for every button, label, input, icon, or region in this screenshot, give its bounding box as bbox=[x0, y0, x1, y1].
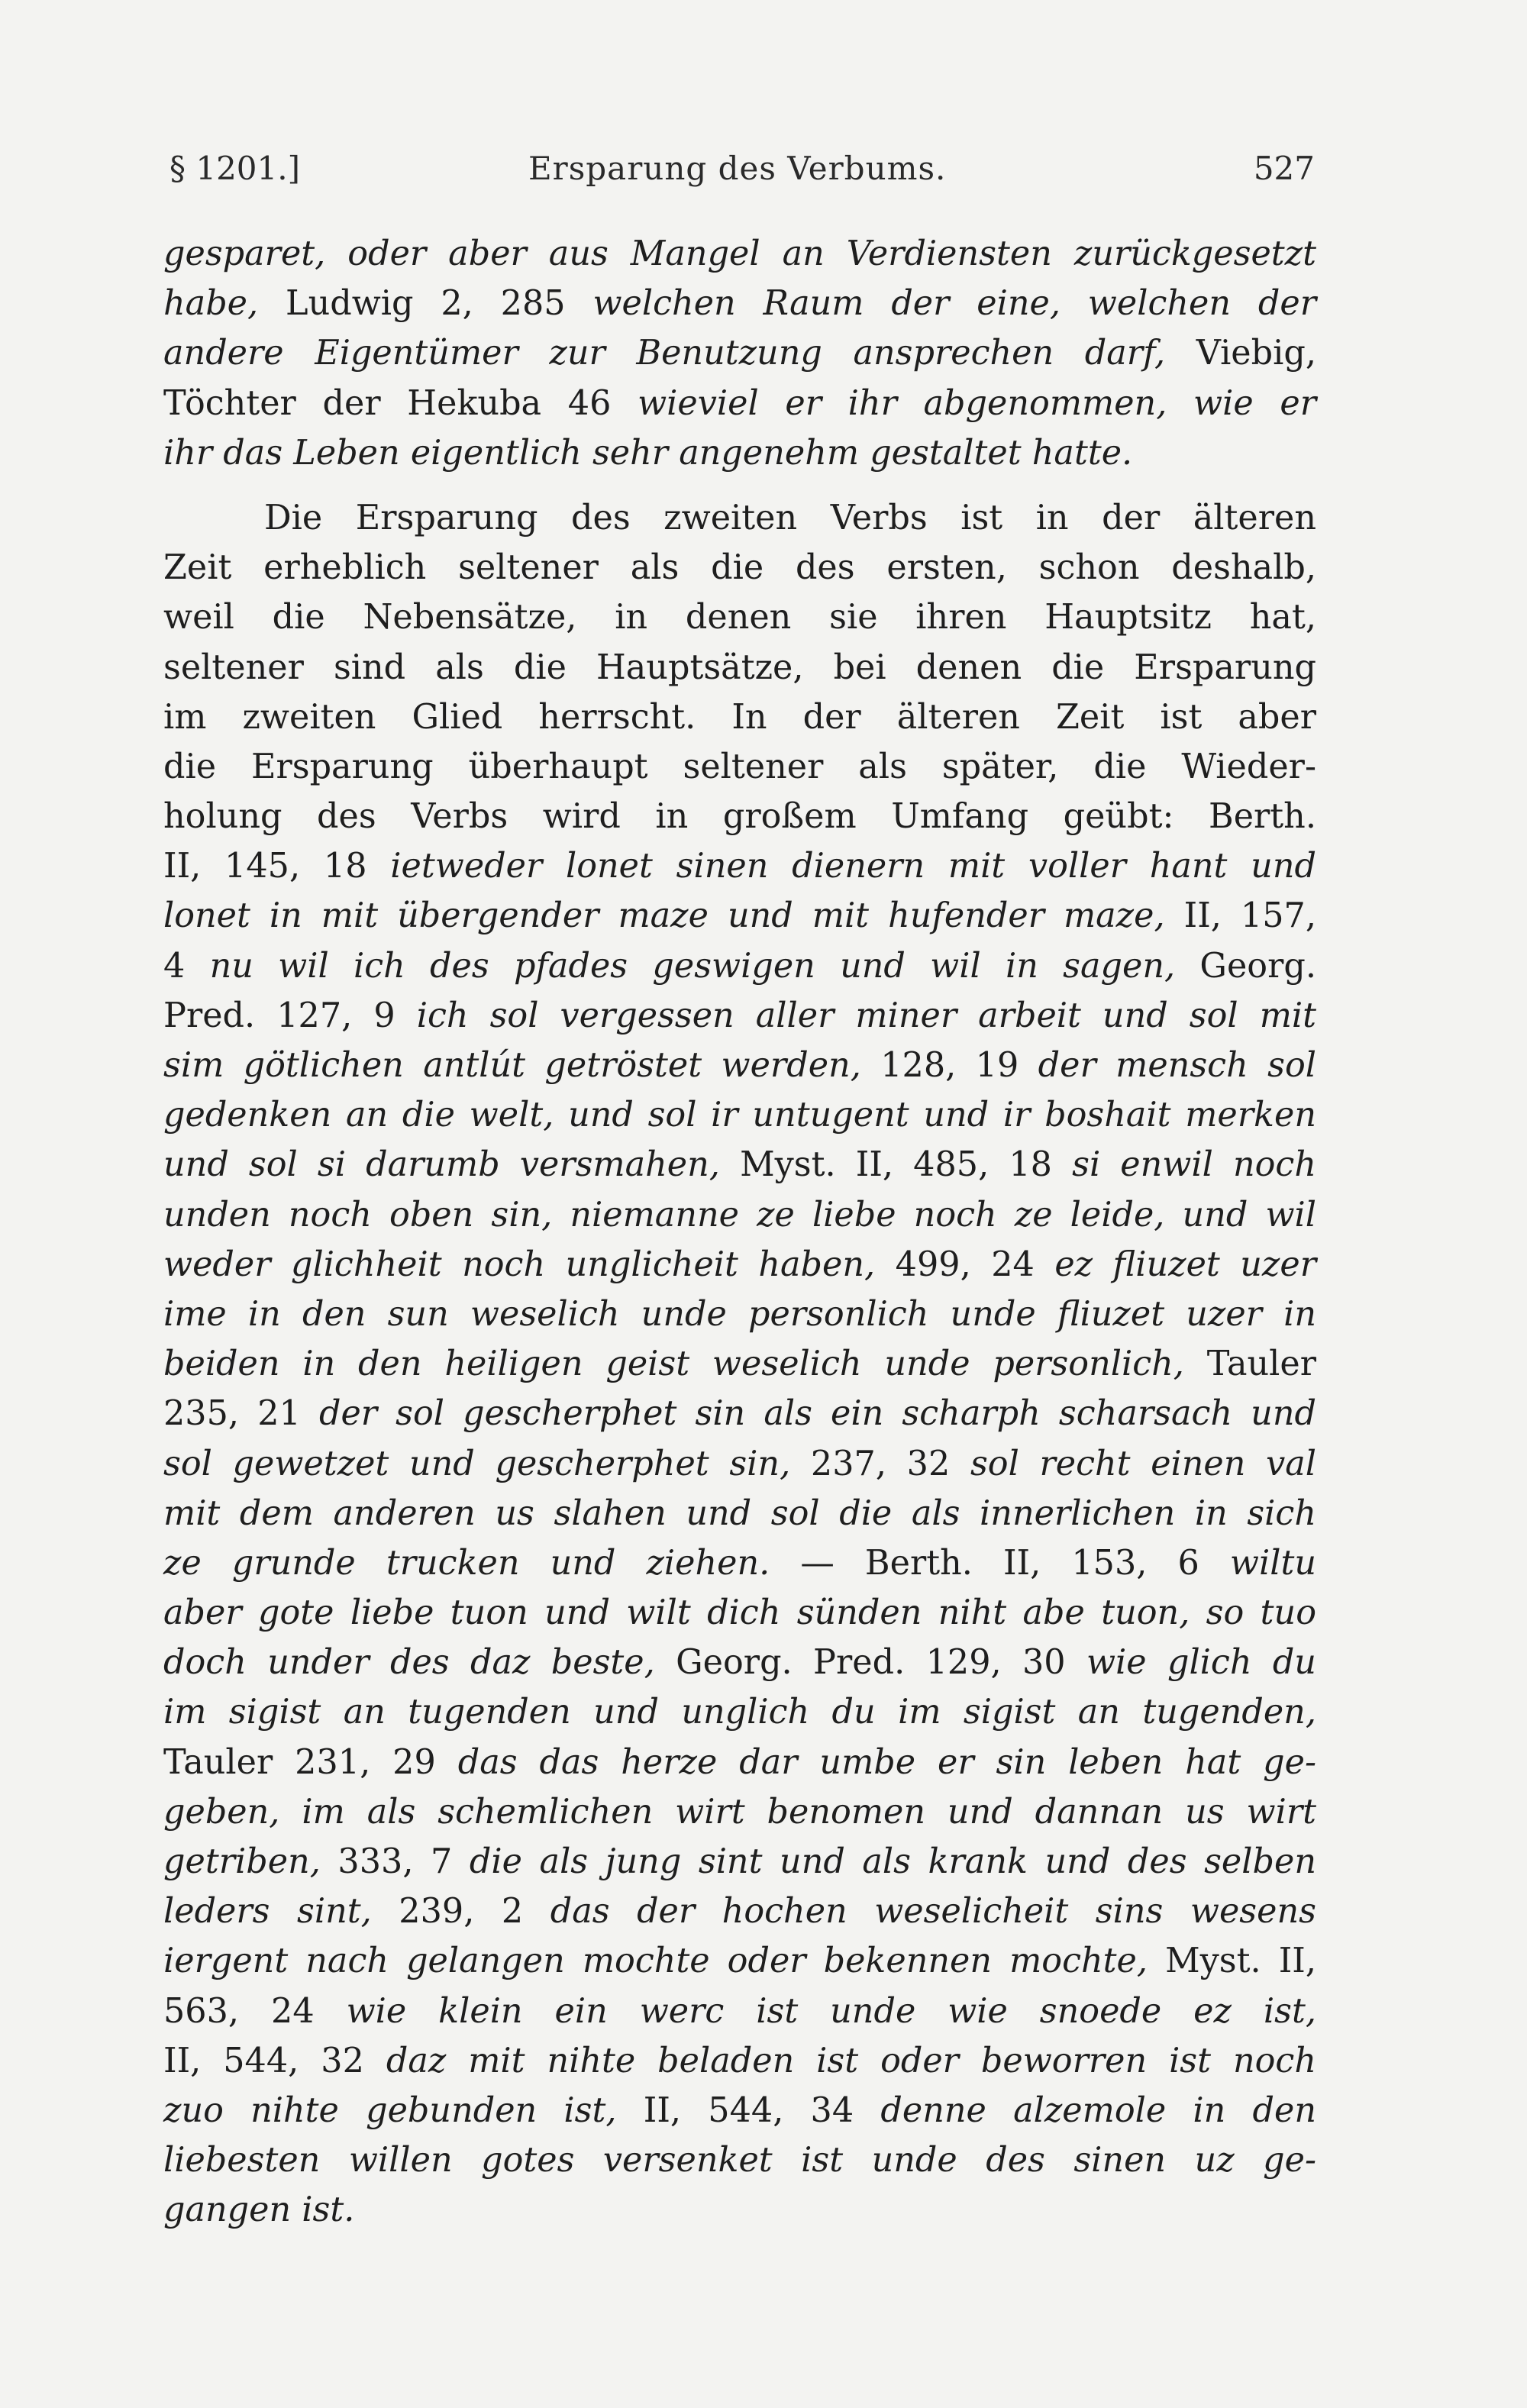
text-line bbox=[163, 1538, 1316, 1588]
text-line bbox=[163, 1190, 1316, 1240]
text-segment: 235, 21 bbox=[163, 1394, 319, 1434]
text-segment: Myst. II, bbox=[1148, 1942, 1316, 1981]
text-segment: Ludwig 2, 285 bbox=[258, 284, 593, 324]
italic-quote-segment: si enwil noch bbox=[1072, 1145, 1316, 1185]
text-line bbox=[163, 1936, 1316, 1986]
text-segment: Georg. Pred. 129, 30 bbox=[654, 1643, 1086, 1683]
text-segment: 333, 7 bbox=[320, 1842, 470, 1881]
italic-quote-segment: habe, bbox=[163, 284, 259, 324]
running-title: Ersparung des Verbums. bbox=[528, 150, 947, 187]
running-header bbox=[169, 150, 1315, 195]
italic-quote-segment: geben, im als schemlichen wirt benomen und dannan us wirt bbox=[163, 1792, 1316, 1832]
italic-quote-segment: beiden in den heiligen geist weselich unde personlich, bbox=[163, 1344, 1184, 1384]
section-reference: § 1201.] bbox=[169, 150, 300, 187]
page-number: 527 bbox=[1253, 150, 1315, 187]
italic-quote-segment: lonet in mit übergender maze und mit hufender maze, bbox=[163, 896, 1165, 936]
text-line bbox=[163, 1090, 1316, 1140]
italic-quote-segment: der sol gescherphet sin als ein scharph scharsach und bbox=[318, 1394, 1316, 1434]
italic-quote-segment: im sigist an tugenden und unglich du im sigist an tugenden, bbox=[163, 1693, 1316, 1732]
italic-quote-segment: wiltu bbox=[1229, 1543, 1316, 1583]
italic-quote-segment: daz mit nihte beladen ist oder beworren ist noch bbox=[386, 2041, 1316, 2080]
text-line bbox=[163, 1738, 1316, 1787]
text-line bbox=[163, 1887, 1316, 1936]
text-line bbox=[163, 1687, 1316, 1737]
italic-quote-segment: sol gewetzet und gescherphet sin, bbox=[163, 1444, 791, 1483]
text-segment: Tauler 231, 29 bbox=[163, 1742, 458, 1782]
italic-quote-segment: aber gote liebe tuon und wilt dich sünden niht abe tuon, so tuo bbox=[163, 1593, 1316, 1633]
text-segment: Die Ersparung des zweiten Verbs ist in der älteren bbox=[264, 498, 1316, 537]
text-line bbox=[163, 742, 1316, 792]
italic-quote-segment: ihr das Leben eigentlich sehr angenehm gestaltet hatte. bbox=[163, 433, 1133, 473]
text-line bbox=[163, 991, 1316, 1041]
text-line bbox=[163, 428, 1316, 478]
text-line bbox=[163, 643, 1316, 692]
italic-quote-segment: wie klein ein werc ist unde wie snoede ez ist, bbox=[346, 1991, 1316, 2031]
text-line bbox=[163, 328, 1316, 378]
text-line bbox=[163, 1787, 1316, 1837]
text-segment: Töchter der Hekuba 46 bbox=[163, 383, 638, 423]
text-line bbox=[163, 1837, 1316, 1887]
italic-quote-segment: das der hochen weselicheit sins wesens bbox=[550, 1892, 1316, 1932]
italic-quote-segment: ze grunde trucken und ziehen. bbox=[163, 1543, 770, 1583]
page-body bbox=[163, 229, 1316, 2235]
text-segment: 128, 19 bbox=[860, 1046, 1038, 1085]
text-line bbox=[163, 2036, 1316, 2086]
text-line bbox=[163, 891, 1316, 941]
text-line bbox=[163, 1240, 1316, 1290]
text-line bbox=[163, 1638, 1316, 1687]
italic-quote-segment: weder glichheit noch unglicheit haben, bbox=[163, 1244, 876, 1284]
text-segment: Tauler bbox=[1183, 1344, 1316, 1384]
italic-quote-segment: ietweder lonet sinen dienern mit voller hant und bbox=[390, 847, 1316, 886]
text-segment: 239, 2 bbox=[371, 1892, 550, 1932]
text-line bbox=[163, 1140, 1316, 1189]
text-segment: 237, 32 bbox=[790, 1444, 970, 1483]
text-line bbox=[163, 543, 1316, 592]
italic-quote-segment: der mensch sol bbox=[1038, 1046, 1316, 1085]
text-line bbox=[163, 692, 1316, 742]
text-line bbox=[163, 1489, 1316, 1538]
text-segment: die Ersparung überhaupt seltener als später, die Wieder- bbox=[163, 747, 1316, 786]
italic-quote-segment: ich sol vergessen aller miner arbeit und sol mit bbox=[416, 996, 1316, 1035]
text-line bbox=[163, 2135, 1316, 2185]
italic-quote-segment: ez fliuzet uzer bbox=[1054, 1244, 1316, 1284]
italic-quote-segment: gedenken an die welt, und sol ir untugent und ir boshait merken bbox=[163, 1096, 1316, 1135]
text-line bbox=[163, 229, 1316, 279]
text-segment: — Berth. II, 153, 6 bbox=[770, 1543, 1230, 1583]
text-segment: II, 544, 34 bbox=[616, 2090, 881, 2130]
text-segment: 4 bbox=[163, 946, 210, 986]
italic-quote-segment: iergent nach gelangen mochte oder bekennen mochte, bbox=[163, 1942, 1148, 1981]
italic-quote-segment: wie glich du bbox=[1086, 1643, 1316, 1683]
text-line bbox=[163, 792, 1316, 841]
paragraph-ersparung bbox=[163, 493, 1316, 2235]
italic-quote-segment: wieviel er ihr abgenommen, wie er bbox=[638, 383, 1316, 423]
text-segment: Zeit erheblich seltener als die des ersten, schon deshalb, bbox=[163, 548, 1316, 588]
italic-quote-segment: gangen ist. bbox=[163, 2190, 355, 2230]
italic-quote-segment: zuo nihte gebunden ist, bbox=[163, 2090, 617, 2130]
text-line bbox=[163, 279, 1316, 328]
italic-quote-segment: denne alzemole in den bbox=[880, 2090, 1316, 2130]
italic-quote-segment: andere Eigentümer zur Benutzung ansprechen darf, bbox=[163, 334, 1166, 373]
text-line bbox=[163, 2086, 1316, 2135]
text-segment: im zweiten Glied herrscht. In der älteren Zeit ist aber bbox=[163, 697, 1316, 737]
text-segment: Myst. II, 485, 18 bbox=[719, 1145, 1073, 1185]
italic-quote-segment: unden noch oben sin, niemanne ze liebe noch ze leide, und wil bbox=[163, 1195, 1316, 1235]
italic-quote-segment: getriben, bbox=[163, 1842, 321, 1881]
italic-quote-segment: welchen Raum der eine, welchen der bbox=[592, 284, 1316, 324]
italic-quote-segment: gesparet, oder aber aus Mangel an Verdiensten zurückgesetzt bbox=[163, 234, 1316, 273]
text-line bbox=[163, 841, 1316, 891]
paragraph-gap bbox=[163, 478, 1316, 493]
italic-quote-segment: sim götlichen antlút getröstet werden, bbox=[163, 1046, 861, 1085]
text-segment: II, 157, bbox=[1164, 896, 1316, 936]
text-segment: II, 544, 32 bbox=[163, 2041, 386, 2080]
text-line bbox=[163, 1041, 1316, 1090]
text-line bbox=[163, 1439, 1316, 1489]
text-segment: seltener sind als die Hauptsätze, bei denen die Ersparung bbox=[163, 647, 1316, 687]
text-line bbox=[163, 941, 1316, 991]
text-line bbox=[163, 493, 1316, 543]
text-segment: Pred. 127, 9 bbox=[163, 996, 417, 1035]
text-line bbox=[163, 379, 1316, 428]
italic-quote-segment: mit dem anderen us slahen und sol die als innerlichen in sich bbox=[163, 1493, 1316, 1533]
text-line bbox=[163, 1987, 1316, 2036]
italic-quote-segment: die als jung sint und als krank und des selben bbox=[469, 1842, 1316, 1881]
text-line bbox=[163, 2185, 1316, 2235]
text-segment: weil die Nebensätze, in denen sie ihren Hauptsitz hat, bbox=[163, 598, 1316, 638]
italic-quote-segment: ime in den sun weselich unde personlich unde fliuzet uzer in bbox=[163, 1294, 1316, 1334]
italic-quote-segment: sol recht einen val bbox=[970, 1444, 1316, 1483]
italic-quote-segment: das das herze dar umbe er sin leben hat ge- bbox=[457, 1742, 1316, 1782]
italic-quote-segment: leders sint, bbox=[163, 1892, 372, 1932]
text-segment: Viebig, bbox=[1165, 334, 1316, 373]
text-segment: Georg. bbox=[1175, 946, 1316, 986]
text-line bbox=[163, 1588, 1316, 1638]
italic-quote-segment: doch under des daz beste, bbox=[163, 1643, 655, 1683]
italic-quote-segment: nu wil ich des pfades geswigen und wil in sagen, bbox=[209, 946, 1176, 986]
italic-quote-segment: liebesten willen gotes versenket ist unde des sinen uz ge- bbox=[163, 2141, 1316, 2180]
text-line bbox=[163, 1389, 1316, 1438]
text-line bbox=[163, 592, 1316, 642]
text-segment: 499, 24 bbox=[875, 1244, 1055, 1284]
text-segment: holung des Verbs wird in großem Umfang geübt: Berth. bbox=[163, 797, 1316, 837]
text-segment: 563, 24 bbox=[163, 1991, 347, 2031]
paragraph-continued bbox=[163, 229, 1316, 478]
text-segment: II, 145, 18 bbox=[163, 847, 391, 886]
text-line bbox=[163, 1290, 1316, 1339]
text-line bbox=[163, 1339, 1316, 1389]
italic-quote-segment: und sol si darumb versmahen, bbox=[163, 1145, 720, 1185]
